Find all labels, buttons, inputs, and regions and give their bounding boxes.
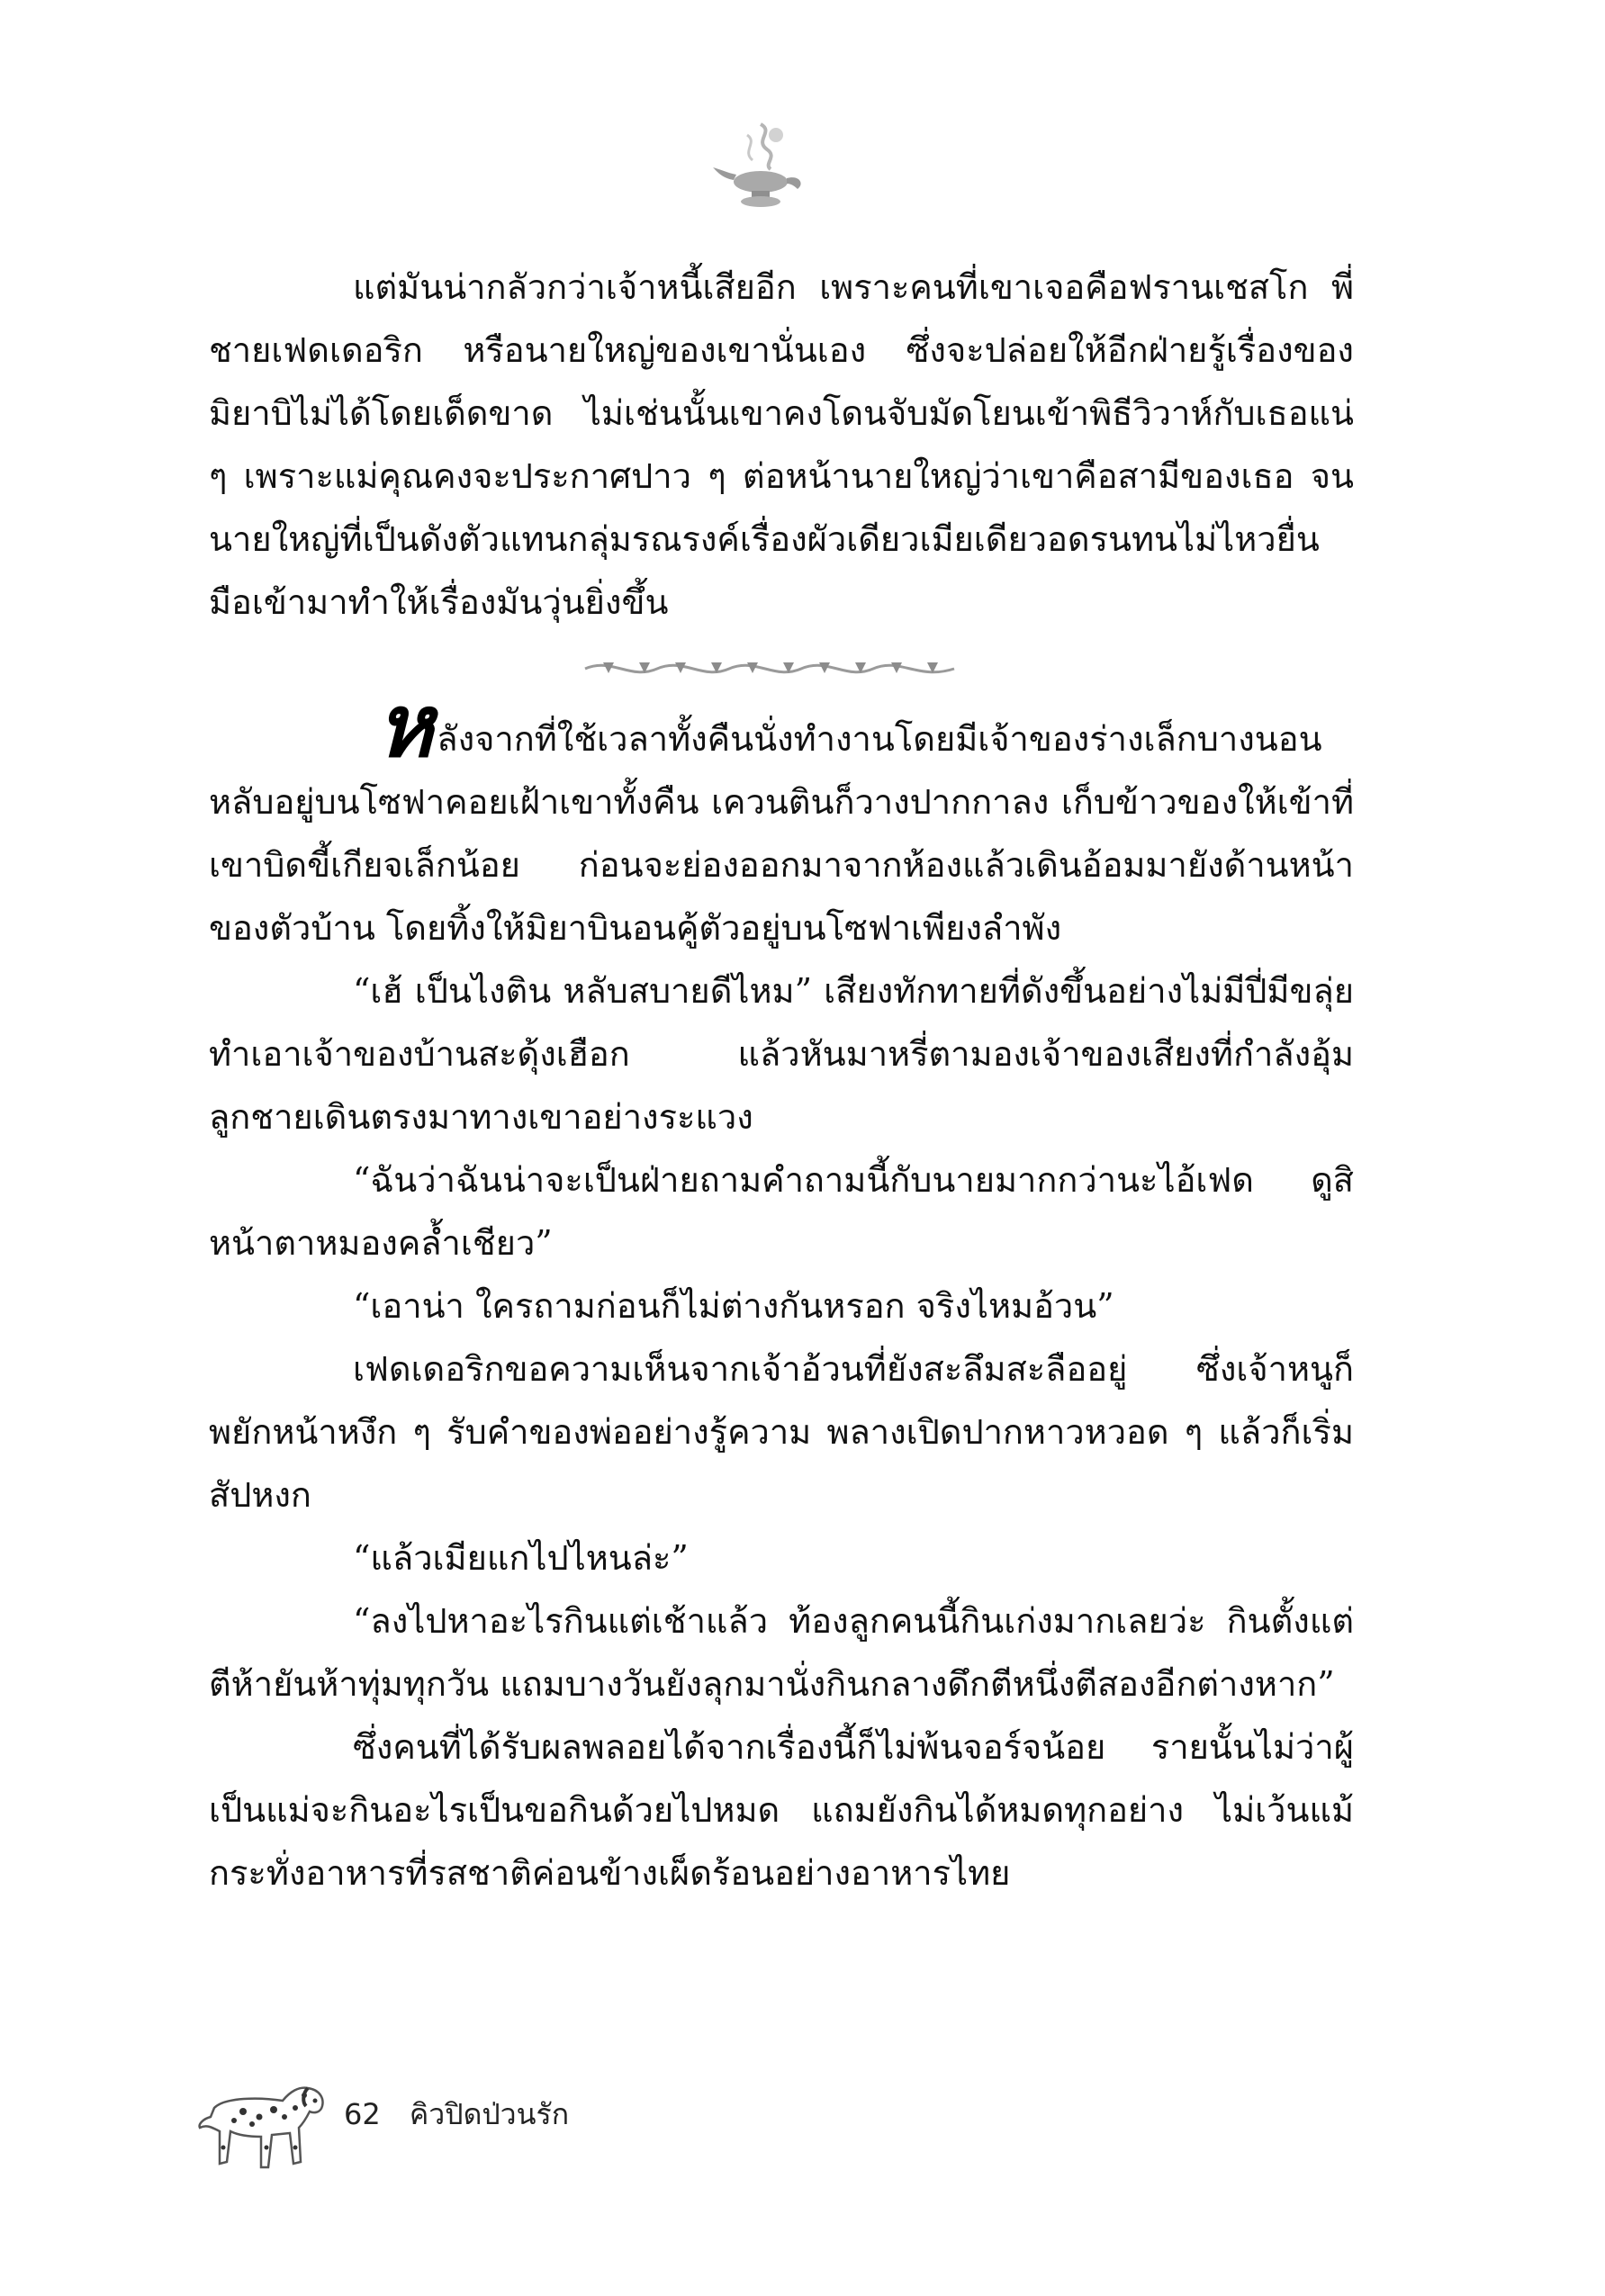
heart-vine-divider-icon: [576, 653, 963, 684]
paragraph: “แล้วเมียแกไปไหนล่ะ”: [353, 1538, 689, 1578]
paragraph: “ลงไปหาอะไรกินแต่เช้าแล้ว ท้องลูกคนนี้กินเก่งมากเลยว่ะ กินตั้งแต่ตีห้ายันห้าทุ่มทุกวัน แถมบางวันยังลุกมานั่งกินกลางดึกตีหนึ่งตีสองอีกต่างหาก”: [209, 1601, 1354, 1704]
page-number: 62: [344, 2097, 381, 2131]
body-block-2: [209, 675, 1354, 1904]
body-block-1: [209, 256, 1354, 634]
paragraph: เฟดเดอริกขอความเห็นจากเจ้าอ้วนที่ยังสะลึมสะลืออยู่ ซึ่งเจ้าหนูก็พยักหน้าหงึก ๆ รับคำของพ่ออย่างรู้ความ พลางเปิดปากหาวหวอด ๆ แล้วก็เริ่มสัปหงก: [209, 1349, 1354, 1515]
magic-lamp-icon: [711, 115, 810, 214]
paragraph: “ฉันว่าฉันน่าจะเป็นฝ่ายถามคำถามนี้กับนายมากกว่านะไอ้เฟด ดูสิ หน้าตาหมองคล้ำเชียว”: [209, 1160, 1354, 1263]
paragraph: “เอาน่า ใครถามก่อนก็ไม่ต่างกันหรอก จริงไหมอ้วน”: [353, 1286, 1114, 1326]
paragraph: “เฮ้ เป็นไงติน หลับสบายดีไหม” เสียงทักทายที่ดังขึ้นอย่างไม่มีปี่มีขลุ่ยทำเอาเจ้าของบ้านสะดุ้งเฮือก แล้วหันมาหรี่ตามองเจ้าของเสียงที่กำลังอุ้มลูกชายเดินตรงมาทางเขาอย่างระแวง: [209, 971, 1354, 1137]
dalmatian-dog-icon: [189, 2061, 342, 2178]
page-footer: [344, 2092, 569, 2138]
drop-cap-letter: ห: [376, 675, 434, 777]
book-title: คิวปิดป่วนรัก: [409, 2097, 570, 2131]
paragraph-with-dropcap: [209, 675, 1354, 959]
paragraph-text: ลังจากที่ใช้เวลาทั้งคืนนั่งทำงานโดยมีเจ้าของร่างเล็กบางนอนหลับอยู่บนโซฟาคอยเฝ้าเขาทั้งคืน เควนตินก็วางปากกาลง เก็บข้าวของให้เข้าที่ เขาบิดขี้เกียจเล็กน้อย ก่อนจะย่องออกมาจากห้องแล้วเดินอ้อมมายังด้านหน้าของตัวบ้าน โดยทิ้งให้มิยาบินอนคู้ตัวอยู่บนโซฟาเพียงลำพัง: [209, 719, 1354, 948]
paragraph: แต่มันน่ากลัวกว่าเจ้าหนี้เสียอีก เพราะคนที่เขาเจอคือฟรานเชสโก พี่ชายเฟดเดอริก หรือนายใหญ่ของเขานั่นเอง ซึ่งจะปล่อยให้อีกฝ่ายรู้เรื่องของมิยาบิไม่ได้โดยเด็ดขาด ไม่เช่นนั้นเขาคงโดนจับมัดโยนเข้าพิธีวิวาห์กับเธอแน่ ๆ เพราะแม่คุณคงจะประกาศปาว ๆ ต่อหน้านายใหญ่ว่าเขาคือสามีของเธอ จนนายใหญ่ที่เป็นดังตัวแทนกลุ่มรณรงค์เรื่องผัวเดียวเมียเดียวอดรนทนไม่ไหวยื่นมือเข้ามาทำให้เรื่องมันวุ่นยิ่งขึ้น: [209, 267, 1354, 622]
paragraph: ซึ่งคนที่ได้รับผลพลอยได้จากเรื่องนี้ก็ไม่พ้นจอร์จน้อย รายนั้นไม่ว่าผู้เป็นแม่จะกินอะไรเป็นขอกินด้วยไปหมด แถมยังกินได้หมดทุกอย่าง ไม่เว้นแม้กระทั่งอาหารที่รสชาติค่อนข้างเผ็ดร้อนอย่างอาหารไทย: [209, 1727, 1354, 1893]
